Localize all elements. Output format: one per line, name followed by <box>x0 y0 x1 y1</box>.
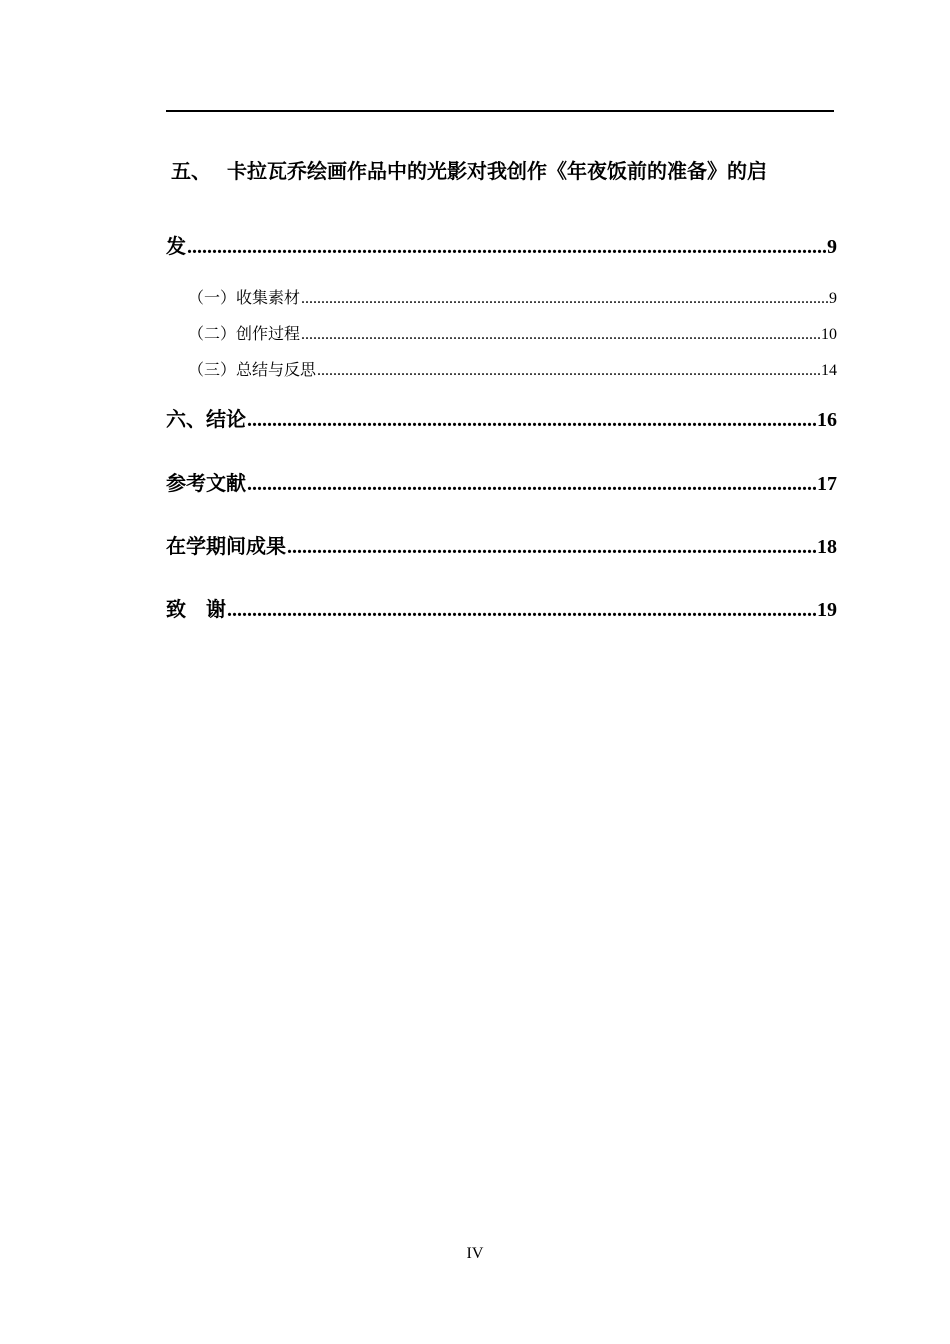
toc-entry-achievements[interactable] <box>166 530 837 559</box>
dot-leader <box>247 409 816 432</box>
subsection-1-label: （一）收集素材 <box>188 288 301 307</box>
dot-leader <box>301 290 828 308</box>
dot-leader <box>287 536 816 559</box>
page-number-footer: IV <box>466 1245 484 1262</box>
section5-title-line2: 发 <box>166 234 186 258</box>
toc-entry-subsection-1[interactable] <box>166 285 837 308</box>
toc-entry-subsection-2[interactable] <box>166 321 837 344</box>
toc-entry-section5-line1[interactable] <box>171 155 767 184</box>
achievements-page: 18 <box>817 536 837 558</box>
subsection-3-page: 14 <box>821 362 837 379</box>
dot-leader <box>187 236 826 259</box>
dot-leader <box>227 599 816 622</box>
section6-page: 16 <box>817 409 837 431</box>
achievements-title: 在学期间成果 <box>166 534 286 558</box>
acknowledgements-title: 致 谢 <box>166 597 226 621</box>
acknowledgements-page: 19 <box>817 599 837 621</box>
section5-number: 五、 <box>171 159 211 183</box>
section6-title: 结论 <box>206 407 246 431</box>
subsection-3-label: （三）总结与反思 <box>188 360 317 379</box>
dot-leader <box>301 326 820 344</box>
references-title: 参考文献 <box>166 471 246 495</box>
toc-entry-section5-line2[interactable] <box>166 230 837 259</box>
toc-entry-subsection-3[interactable] <box>166 357 837 380</box>
subsection-1-page: 9 <box>829 290 837 307</box>
dot-leader <box>247 473 816 496</box>
section5-page: 9 <box>827 236 837 258</box>
header-rule <box>166 110 834 112</box>
references-page: 17 <box>817 473 837 495</box>
subsection-2-label: （二）创作过程 <box>188 324 301 343</box>
subsection-2-page: 10 <box>821 326 837 343</box>
dot-leader <box>317 362 820 380</box>
toc-entry-section6[interactable] <box>166 403 837 432</box>
toc-entry-references[interactable] <box>166 467 837 496</box>
toc-entry-acknowledgements[interactable] <box>166 593 837 622</box>
section6-number: 六、 <box>166 407 206 431</box>
section5-title-line1: 卡拉瓦乔绘画作品中的光影对我创作《年夜饭前的准备》的启 <box>227 159 767 183</box>
